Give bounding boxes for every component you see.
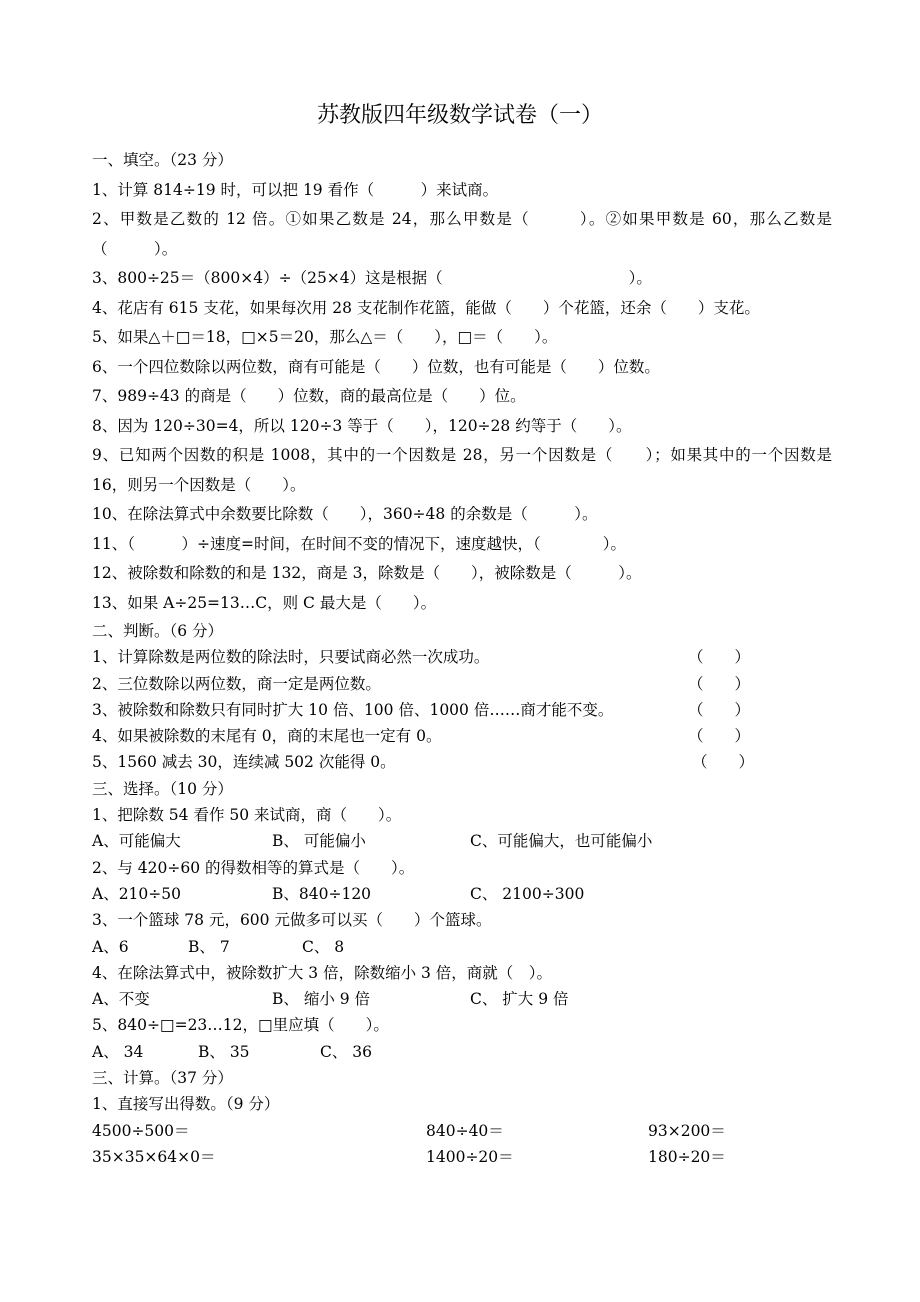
calc-expression: 840÷40＝ bbox=[426, 1121, 504, 1140]
fill-item-1: 1、计算 814÷19 时，可以把 19 看作（ ）来试商。 bbox=[92, 180, 499, 199]
choice-question-4: 4、在除法算式中，被除数扩大 3 倍，除数缩小 3 倍，商就（ ）。 bbox=[92, 963, 553, 982]
fill-item-12: 12、被除数和除数的和是 132，商是 3，除数是（ ），被除数是（ ）。 bbox=[92, 564, 642, 582]
answer-bracket: （ ） bbox=[688, 727, 751, 746]
choice-option-c: C、 8 bbox=[302, 937, 345, 956]
choice-option-b: B、840÷120 bbox=[272, 884, 372, 903]
choice-option-b: B、 可能偏小 bbox=[272, 832, 366, 851]
judge-item-4 bbox=[92, 723, 832, 749]
choice-option-a: A、 34 bbox=[92, 1042, 144, 1061]
choice-option-a: A、6 bbox=[92, 937, 129, 956]
answer-bracket: （ ） bbox=[688, 648, 751, 667]
choice-options-4 bbox=[92, 986, 832, 1012]
judge-item-5 bbox=[92, 749, 832, 775]
calc-row-2 bbox=[92, 1144, 832, 1170]
choice-option-a: A、可能偏大 bbox=[92, 832, 181, 851]
judge-item-text: 3、被除数和除数只有同时扩大 10 倍、100 倍、1000 倍……商才能不变。 bbox=[92, 700, 614, 719]
choice-options-3 bbox=[92, 934, 832, 960]
answer-bracket: （ ） bbox=[692, 753, 755, 772]
calc-expression: 93×200＝ bbox=[648, 1121, 726, 1140]
calc-expression: 1400÷20＝ bbox=[426, 1147, 514, 1166]
fill-item-3: 3、800÷25＝（800×4）÷（25×4）这是根据（ ）。 bbox=[92, 269, 652, 287]
choice-question-5: 5、840÷□=23…12，□里应填（ ）。 bbox=[92, 1016, 389, 1035]
choice-question-1: 1、把除数 54 看作 50 来试商，商（ ）。 bbox=[92, 806, 402, 825]
calc-expression: 180÷20＝ bbox=[648, 1147, 726, 1166]
choice-option-b: B、 35 bbox=[198, 1042, 250, 1061]
choice-question-2: 2、与 420÷60 的得数相等的算式是（ ）。 bbox=[92, 858, 415, 877]
answer-bracket: （ ） bbox=[688, 674, 751, 693]
fill-item-8: 8、因为 120÷30=4，所以 120÷3 等于（ ），120÷28 约等于（ ）。 bbox=[92, 416, 632, 435]
choice-option-b: B、 7 bbox=[188, 937, 230, 956]
calc-subheading: 1、直接写出得数。（9 分） bbox=[92, 1095, 280, 1114]
fill-item-11: 11、（ ）÷速度=时间，在时间不变的情况下，速度越快，（ ）。 bbox=[92, 534, 626, 553]
answer-bracket: （ ） bbox=[688, 700, 751, 719]
choice-option-c: C、可能偏大，也可能偏小 bbox=[470, 832, 653, 851]
section-heading-judge: 二、判断。（6 分） bbox=[92, 622, 224, 640]
fill-item-6: 6、一个四位数除以两位数，商有可能是（ ）位数，也有可能是（ ）位数。 bbox=[92, 357, 660, 376]
fill-item-13: 13、如果 A÷25=13…C，则 C 最大是（ ）。 bbox=[92, 593, 437, 612]
fill-item-2: 2、甲数是乙数的 12 倍。①如果乙数是 24，那么甲数是（ ）。②如果甲数是 60，那么乙数是（ ）。 bbox=[92, 210, 832, 258]
fill-item-4: 4、花店有 615 支花，如果每次用 28 支花制作花篮，能做（ ）个花篮，还余（ ）支花。 bbox=[92, 298, 760, 317]
section-heading-fill: 一、填空。（23 分） bbox=[92, 151, 233, 169]
judge-item-text: 5、1560 减去 30，连续减 502 次能得 0。 bbox=[92, 753, 396, 772]
judge-item-2 bbox=[92, 671, 832, 697]
choice-option-a: A、不变 bbox=[92, 990, 150, 1009]
fill-item-10: 10、在除法算式中余数要比除数（ ），360÷48 的余数是（ ）。 bbox=[92, 505, 598, 523]
choice-options-1 bbox=[92, 828, 832, 854]
judge-item-3 bbox=[92, 697, 832, 723]
choice-question-3: 3、一个篮球 78 元，600 元做多可以买（ ）个篮球。 bbox=[92, 911, 492, 930]
fill-item-5: 5、如果△＋□＝18，□×5＝20，那么△＝（ ），□＝（ ）。 bbox=[92, 328, 558, 346]
judge-item-text: 4、如果被除数的末尾有 0，商的末尾也一定有 0。 bbox=[92, 727, 442, 746]
section-heading-calc: 三、计算。（37 分） bbox=[92, 1069, 233, 1088]
section-heading-choice: 三、选择。（10 分） bbox=[92, 779, 233, 798]
fill-item-9: 9、已知两个因数的积是 1008，其中的一个因数是 28，另一个因数是（ ）；如果其中的一个因数是 16，则另一个因数是（ ）。 bbox=[92, 446, 832, 494]
choice-option-c: C、 扩大 9 倍 bbox=[470, 990, 569, 1009]
choice-options-5 bbox=[92, 1039, 832, 1065]
calc-expression: 35×35×64×0＝ bbox=[92, 1147, 216, 1166]
exam-content bbox=[92, 146, 832, 1170]
choice-option-c: C、 36 bbox=[320, 1042, 373, 1061]
page-title: 苏教版四年级数学试卷（一） bbox=[316, 103, 603, 128]
judge-item-text: 2、三位数除以两位数，商一定是两位数。 bbox=[92, 674, 381, 693]
judge-item-1 bbox=[92, 644, 832, 670]
fill-item-7: 7、989÷43 的商是（ ）位数，商的最高位是（ ）位。 bbox=[92, 387, 526, 405]
choice-option-a: A、210÷50 bbox=[92, 884, 181, 903]
calc-expression: 4500÷500＝ bbox=[92, 1121, 190, 1140]
choice-options-2 bbox=[92, 881, 832, 907]
calc-row-1 bbox=[92, 1118, 832, 1144]
choice-option-b: B、 缩小 9 倍 bbox=[272, 990, 371, 1009]
choice-option-c: C、 2100÷300 bbox=[470, 884, 585, 903]
judge-item-text: 1、计算除数是两位数的除法时，只要试商必然一次成功。 bbox=[92, 648, 490, 667]
